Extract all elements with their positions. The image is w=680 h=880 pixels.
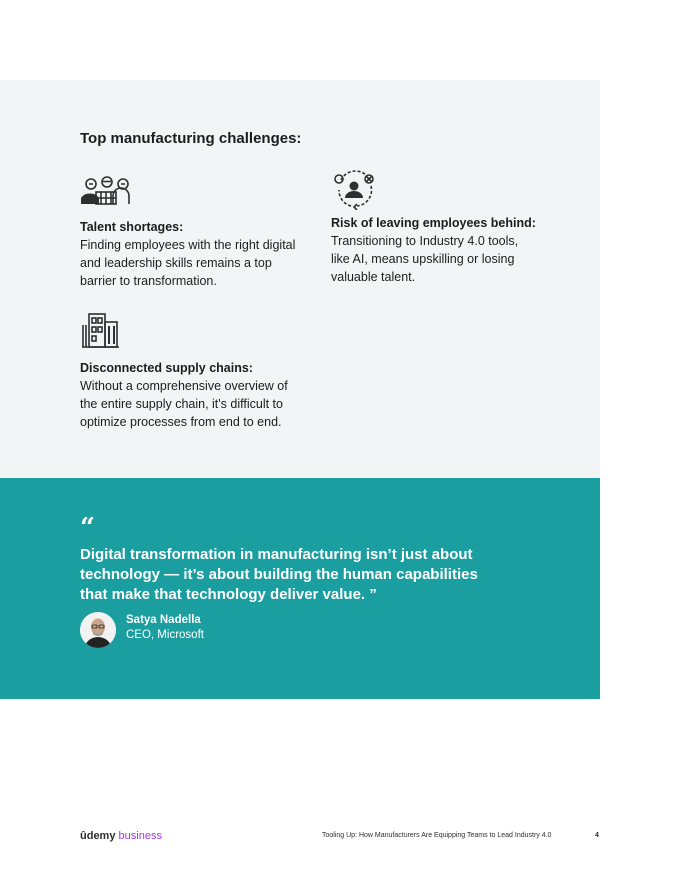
brand-logo <box>80 829 162 843</box>
item-description: Transitioning to Industry 4.0 tools, like AI, means upskilling or losing valuable talent. <box>331 234 519 284</box>
challenge-talent-shortages <box>80 170 310 290</box>
quote-text: Digital transformation in manufacturing isn’t just about technology — it’s about building the human capabilities that make that technology deliver value. ” <box>80 546 478 603</box>
logo-udemy: ûdemy <box>80 830 116 842</box>
quote-mark: “ <box>80 513 95 543</box>
employee-cycle-icon <box>331 168 571 208</box>
page-number: 4 <box>595 832 599 839</box>
quote-band <box>0 478 600 699</box>
avatar <box>80 612 116 648</box>
challenge-supply-chains <box>80 311 300 431</box>
author-name: Satya Nadella <box>126 614 201 626</box>
section-title: Top manufacturing challenges: <box>80 130 302 147</box>
item-description: Finding employees with the right digital and leadership skills remains a top barrier to transformation. <box>80 238 296 288</box>
author-role: CEO, Microsoft <box>126 629 204 641</box>
item-title: Disconnected supply chains: <box>80 361 253 375</box>
item-title: Risk of leaving employees behind: <box>331 216 536 230</box>
challenge-leaving-employees <box>331 168 571 286</box>
item-description: Without a comprehensive overview of the entire supply chain, it's difficult to optimize processes from end to end. <box>80 379 288 429</box>
item-title: Talent shortages: <box>80 220 184 234</box>
people-group-icon <box>80 170 310 210</box>
footer-doc-title: Tooling Up: How Manufacturers Are Equipping Teams to Lead Industry 4.0 <box>322 832 552 839</box>
buildings-icon <box>80 311 300 351</box>
logo-business: business <box>118 830 162 842</box>
